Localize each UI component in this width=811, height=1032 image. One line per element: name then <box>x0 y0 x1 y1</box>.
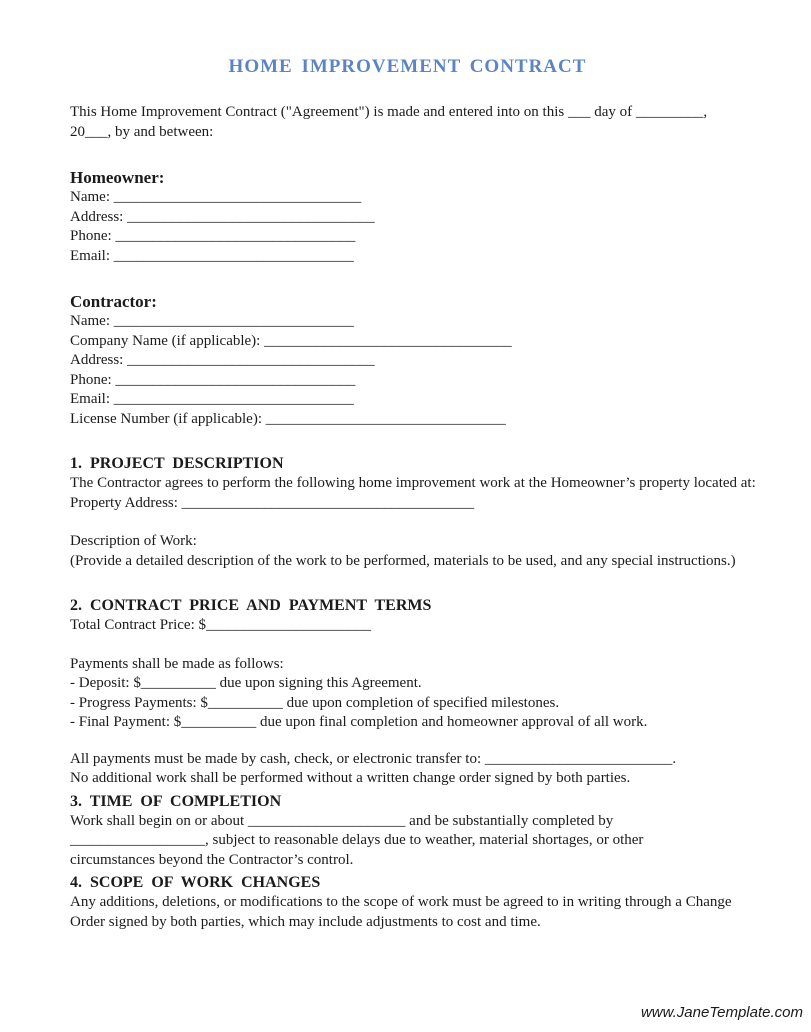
scope-changes-line-2: Order signed by both parties, which may include adjustments to cost and time. <box>70 913 541 930</box>
payment-item-progress: - Progress Payments: $__________ due upon completion of specified milestones. <box>70 694 560 711</box>
section2-heading: 2. CONTRACT PRICE AND PAYMENT TERMS <box>70 597 432 614</box>
total-contract-price-line: Total Contract Price: $______________________ <box>70 617 371 633</box>
section1-heading: 1. PROJECT DESCRIPTION <box>70 455 284 472</box>
project-intro-line: The Contractor agrees to perform the following home improvement work at the Homeowner’s property located at: <box>70 475 756 491</box>
contractor-section <box>70 291 745 429</box>
payment-method-line: All payments must be made by cash, check, or electronic transfer to: _________________________. <box>70 750 677 767</box>
description-of-work-note: (Provide a detailed description of the work to be performed, materials to be used, and any special instructions.) <box>70 552 736 569</box>
homeowner-field-email: Email: ________________________________ <box>70 247 354 264</box>
contractor-field-address: Address: _________________________________ <box>70 352 375 368</box>
no-additional-work-line: No additional work shall be performed without a written change order signed by both parties. <box>70 770 631 786</box>
scope-changes-line-1: Any additions, deletions, or modifications to the scope of work must be agreed to in writing through a Change <box>70 894 732 910</box>
intro-line-2: 20___, by and between: <box>70 123 214 140</box>
homeowner-field-address: Address: _________________________________ <box>70 208 375 225</box>
homeowner-field-name: Name: _________________________________ <box>70 189 362 205</box>
document-title: HOME IMPROVEMENT CONTRACT <box>228 56 587 77</box>
contractor-field-email: Email: ________________________________ <box>70 391 354 407</box>
footer-watermark: www.JaneTemplate.com <box>640 1004 803 1021</box>
description-of-work-label: Description of Work: <box>70 533 197 549</box>
section-time-of-completion <box>70 792 745 871</box>
contractor-field-name: Name: ________________________________ <box>70 313 354 329</box>
intro-paragraph <box>70 103 745 142</box>
completion-line-2: __________________, subject to reasonable delays due to weather, material shortages, or other <box>70 832 644 848</box>
intro-line-1: This Home Improvement Contract ("Agreement") is made and entered into on this ___ day of _________, <box>70 104 708 120</box>
section-project-description <box>70 454 756 571</box>
property-address-line: Property Address: _______________________________________ <box>70 494 475 511</box>
contractor-field-company: Company Name (if applicable): _________________________________ <box>70 332 512 349</box>
payment-item-deposit: - Deposit: $__________ due upon signing this Agreement. <box>70 675 422 691</box>
section-scope-of-work-changes <box>70 873 745 932</box>
payments-intro-line: Payments shall be made as follows: <box>70 655 284 672</box>
completion-line-1: Work shall begin on or about _____________________ and be substantially completed by <box>70 812 614 829</box>
homeowner-field-phone: Phone: ________________________________ <box>70 228 356 244</box>
payment-item-final: - Final Payment: $__________ due upon final completion and homeowner approval of all work. <box>70 714 648 730</box>
completion-line-3: circumstances beyond the Contractor’s control. <box>70 851 354 868</box>
section3-heading: 3. TIME OF COMPLETION <box>70 792 282 810</box>
homeowner-section <box>70 167 745 266</box>
contractor-field-license: License Number (if applicable): ________________________________ <box>70 410 506 427</box>
homeowner-heading: Homeowner: <box>70 168 165 187</box>
section-contract-price <box>70 596 745 789</box>
section4-heading: 4. SCOPE OF WORK CHANGES <box>70 874 321 891</box>
contractor-heading: Contractor: <box>70 292 157 311</box>
contractor-field-phone: Phone: ________________________________ <box>70 371 356 388</box>
